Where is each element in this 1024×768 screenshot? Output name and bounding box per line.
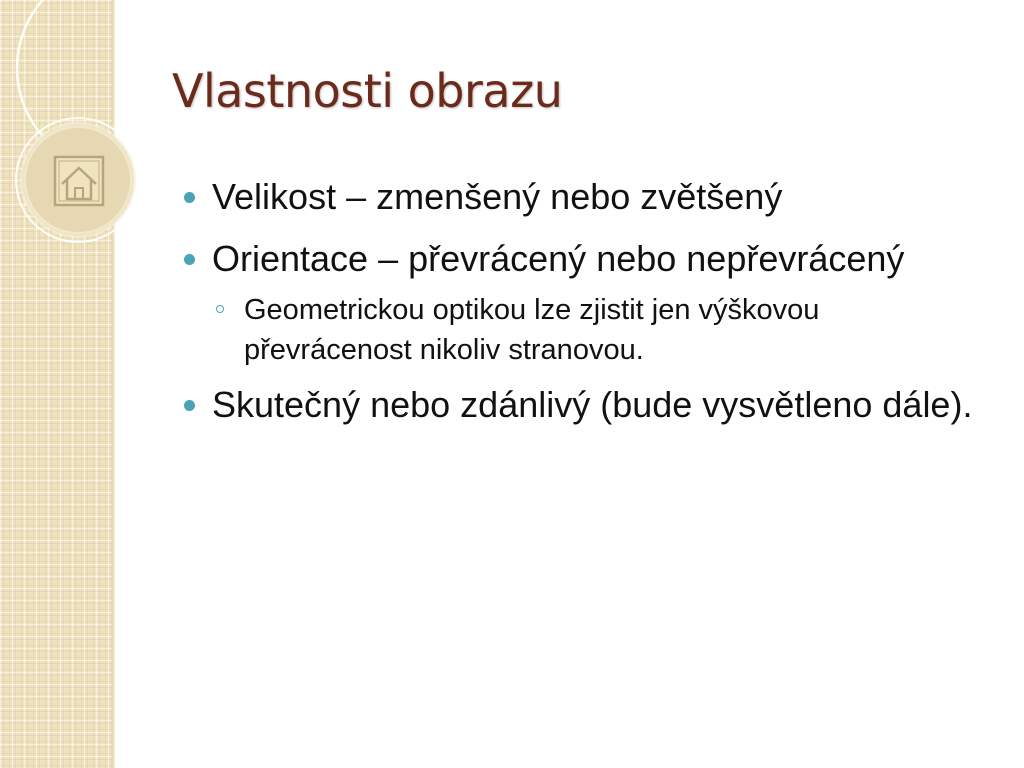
sub-bullet-text: Geometrickou optikou lze zjistit jen výškovou převrácenost nikoliv stranovou.	[244, 294, 820, 366]
bullet-icon	[184, 400, 195, 411]
bullet-icon	[184, 192, 195, 203]
decorative-circles	[0, 0, 140, 260]
slide-title: Vlastnosti obrazu	[172, 64, 563, 118]
bullet-item	[184, 170, 994, 224]
bullet-item	[184, 378, 994, 432]
bullet-text: Skutečný nebo zdánlivý (bude vysvětleno dále).	[212, 384, 973, 425]
bullet-text: Orientace – převrácený nebo nepřevrácený	[212, 238, 905, 279]
bullet-list	[184, 170, 994, 440]
bullet-item	[184, 232, 994, 370]
sub-bullet-list	[212, 290, 994, 370]
hollow-bullet-icon	[216, 305, 224, 313]
home-icon[interactable]	[55, 157, 103, 205]
bullet-icon	[184, 254, 195, 265]
bullet-text: Velikost – zmenšený nebo zvětšený	[212, 176, 783, 217]
sub-bullet-item	[212, 290, 994, 370]
